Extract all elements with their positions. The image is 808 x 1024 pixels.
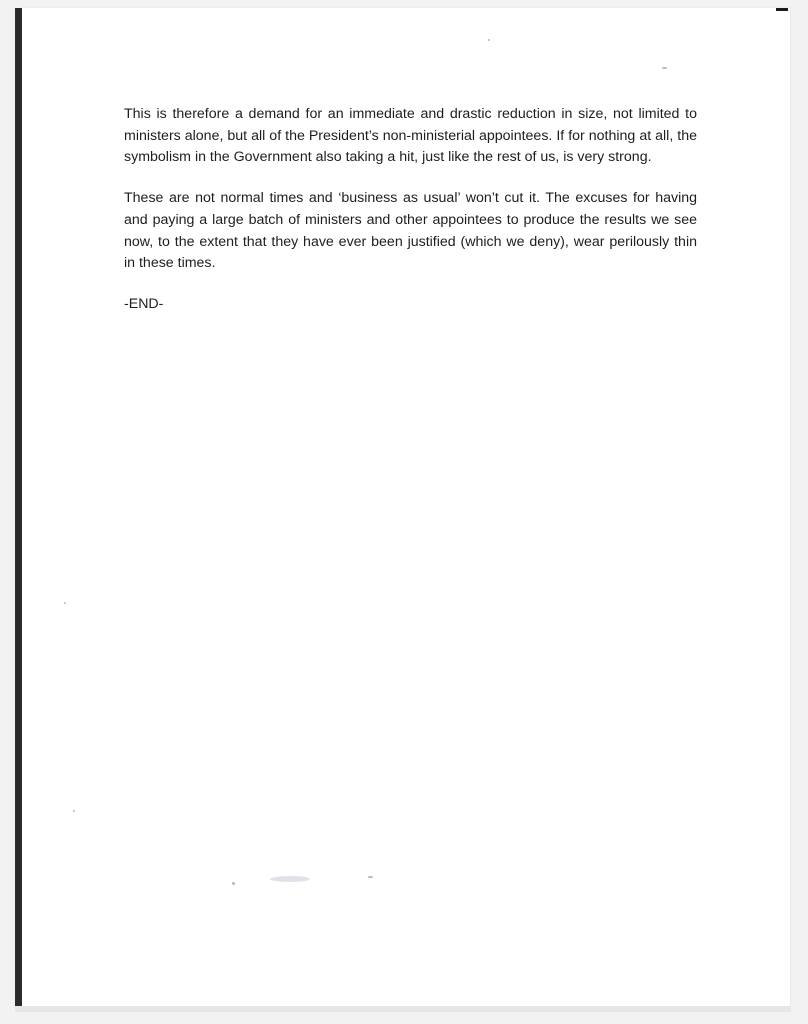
- scan-speck: [64, 602, 66, 604]
- scan-speck: [73, 810, 75, 812]
- top-right-mark: [776, 8, 788, 11]
- paragraph-2: These are not normal times and ‘business as usual’ won’t cut it. The excuses for having and paying a large batch of ministers and other appointees to produce the results we see now, to the extent that they have ever been justified (which we deny), wear perilously thin in these times.: [124, 190, 697, 272]
- page-bottom-edge: [15, 1006, 791, 1012]
- page-left-edge: [15, 8, 22, 1006]
- scan-speck: [232, 882, 235, 885]
- scan-speck: [368, 876, 373, 878]
- scan-smudge: [270, 876, 310, 882]
- paragraph-1: This is therefore a demand for an immediate and drastic reduction in size, not limited to ministers alone, but all of the President’s non-ministerial appointees. If for nothing at all, the symbolism in the Government also taking a hit, just like the rest of us, is very strong.: [124, 106, 697, 166]
- end-marker: -END-: [124, 295, 164, 312]
- scan-speck: [662, 67, 667, 69]
- document-body: [124, 104, 697, 316]
- scan-speck: [488, 39, 490, 41]
